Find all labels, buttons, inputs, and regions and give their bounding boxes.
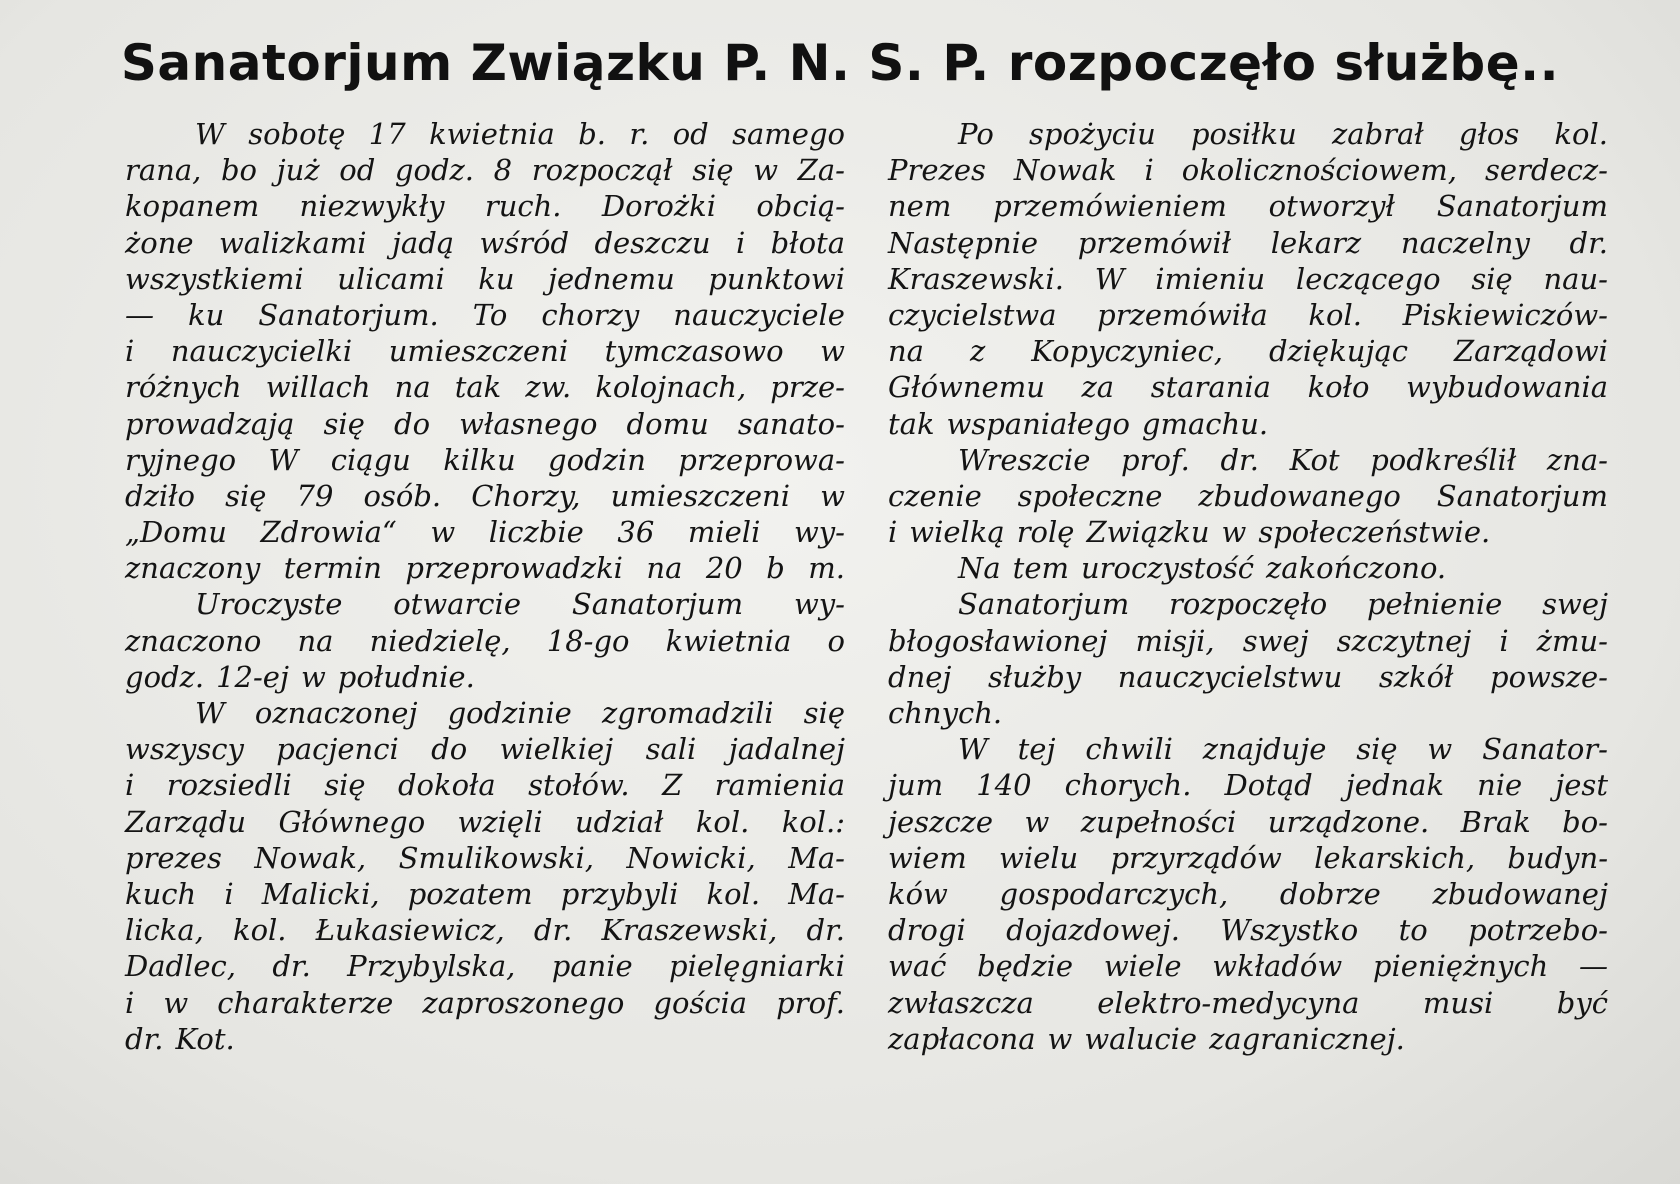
text-line: W tej chwili znajduje się w Sanator- xyxy=(958,732,1608,767)
text-line: chnych. xyxy=(888,696,1003,730)
text-line: błogosławionej misji, swej szczytnej i żmu- xyxy=(888,623,1608,658)
text-line: wszystkiemi ulicami ku jednemu punktowi xyxy=(125,261,845,296)
text-line: prezes Nowak, Smulikowski, Nowicki, Ma- xyxy=(125,840,845,875)
text-line: rana, bo już od godz. 8 rozpoczął się w Za- xyxy=(125,153,845,188)
text-line: czenie społeczne zbudowanego Sanatorjum xyxy=(888,478,1608,513)
text-line: wiem wielu przyrządów lekarskich, budyn- xyxy=(888,840,1608,875)
text-line: wać będzie wiele wkładów pieniężnych — xyxy=(888,949,1608,984)
text-line: dziło się 79 osób. Chorzy, umieszczeni w xyxy=(125,478,845,513)
text-line: licka, kol. Łukasiewicz, dr. Kraszewski, dr. xyxy=(125,913,845,948)
text-line: prowadzają się do własnego domu sanato- xyxy=(125,406,845,441)
text-line: różnych willach na tak zw. kolojnach, prze- xyxy=(125,370,845,405)
text-line: godz. 12-ej w południe. xyxy=(125,659,475,694)
text-line: znaczony termin przeprowadzki na 20 b m. xyxy=(125,551,845,586)
text-line: jum 140 chorych. Dotąd jednak nie jest xyxy=(888,768,1608,803)
text-line: ryjnego W ciągu kilku godzin przeprowa- xyxy=(125,442,845,477)
text-line: znaczono na niedzielę, 18-go kwietnia o xyxy=(125,623,845,658)
text-line: tak wspaniałego gmachu. xyxy=(888,406,1269,441)
text-line: nem przemówieniem otworzył Sanatorjum xyxy=(888,189,1608,224)
text-line: Prezes Nowak i okolicznościowem, serdecz- xyxy=(888,153,1608,188)
text-line: Uroczyste otwarcie Sanatorjum wy- xyxy=(195,587,845,622)
text-line: Głównemu za starania koło wybudowania xyxy=(888,370,1608,405)
text-line: „Domu Zdrowia“ w liczbie 36 mieli wy- xyxy=(125,515,845,550)
text-line: kopanem niezwykły ruch. Dorożki obcią- xyxy=(125,189,845,224)
text-line: i wielką rolę Związku w społeczeństwie. xyxy=(888,515,1491,550)
text-line: drogi dojazdowej. Wszystko to potrzebo- xyxy=(888,913,1608,948)
article-title: Sanatorjum Związku P. N. S. P. rozpoczęło służbę.. xyxy=(120,34,1560,92)
text-line: zwłaszcza elektro-medycyna musi być xyxy=(888,985,1608,1020)
text-line: Po spożyciu posiłku zabrał głos kol. xyxy=(958,117,1608,151)
text-line: W oznaczonej godzinie zgromadzili się xyxy=(195,696,845,730)
text-line: żone walizkami jadą wśród deszczu i błota xyxy=(125,225,845,260)
text-line: kuch i Malicki, pozatem przybyli kol. Ma- xyxy=(125,876,845,911)
text-line: wszyscy pacjenci do wielkiej sali jadalnej xyxy=(125,732,845,767)
text-line: na z Kopyczyniec, dziękując Zarządowi xyxy=(888,334,1608,369)
text-line: jeszcze w zupełności urządzone. Brak bo- xyxy=(888,804,1608,839)
text-line: Zarządu Głównego wzięli udział kol. kol.: xyxy=(125,804,845,839)
text-line: czycielstwa przemówiła kol. Piskiewiczów- xyxy=(888,297,1608,332)
text-line: Dadlec, dr. Przybylska, panie pielęgniarki xyxy=(125,949,845,984)
text-line: Następnie przemówił lekarz naczelny dr. xyxy=(888,225,1608,260)
text-line: W sobotę 17 kwietnia b. r. od samego xyxy=(195,117,845,151)
left-column xyxy=(125,116,845,1057)
text-line: i w charakterze zaproszonego gościa prof. xyxy=(125,985,845,1020)
text-line: zapłacona w walucie zagranicznej. xyxy=(888,1021,1405,1056)
text-line: i rozsiedli się dokoła stołów. Z ramienia xyxy=(125,768,845,803)
text-line: — ku Sanatorjum. To chorzy nauczyciele xyxy=(125,297,845,332)
text-line: Sanatorjum rozpoczęło pełnienie swej xyxy=(958,587,1608,622)
text-line: Kraszewski. W imieniu leczącego się nau- xyxy=(888,261,1608,296)
right-column xyxy=(888,116,1608,1057)
text-line: i nauczycielki umieszczeni tymczasowo w xyxy=(125,334,845,369)
text-line: dnej służby nauczycielstwu szkół powsze- xyxy=(888,659,1608,694)
text-line: ków gospodarczych, dobrze zbudowanej xyxy=(888,876,1608,911)
text-line: Wreszcie prof. dr. Kot podkreślił zna- xyxy=(958,442,1608,477)
text-line: dr. Kot. xyxy=(125,1021,235,1056)
text-line: Na tem uroczystość zakończono. xyxy=(958,551,1447,586)
